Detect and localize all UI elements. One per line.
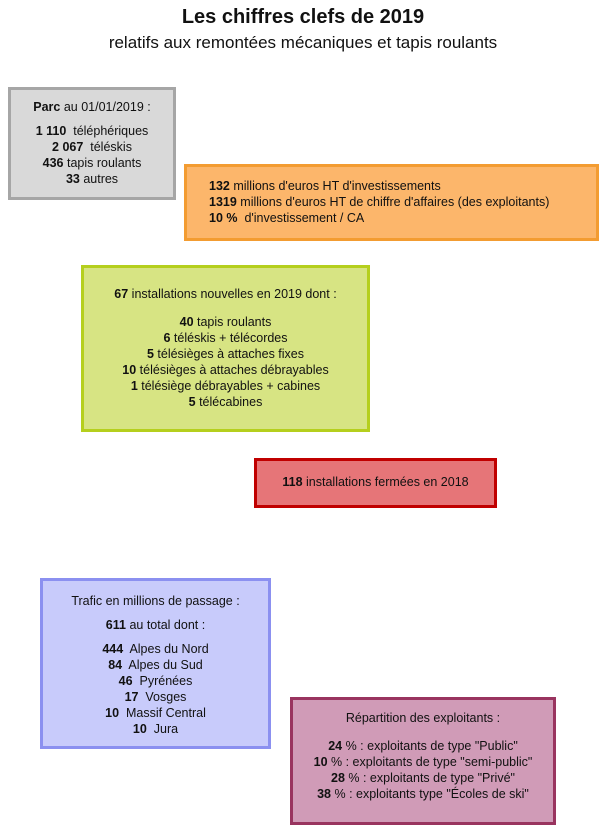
- traffic-heading: Trafic en millions de passage :: [71, 594, 240, 608]
- parc-box: [8, 87, 176, 200]
- traffic-item: 17 Vosges: [124, 690, 187, 704]
- finance-box: [184, 164, 599, 241]
- traffic-box: [40, 578, 271, 749]
- traffic-item: 10 Jura: [132, 722, 179, 736]
- closed-installations-text: 118 installations fermées en 2018: [282, 475, 469, 489]
- parc-item: 2 067 téléskis: [52, 140, 132, 154]
- parc-item: 1 110 téléphériques: [35, 124, 149, 138]
- parc-item: 33 autres: [65, 172, 119, 186]
- traffic-item: 10 Massif Central: [105, 706, 206, 720]
- new-installation-item: 10 télésièges à attaches débrayables: [122, 363, 329, 377]
- new-installation-item: 6 téléskis + télécordes: [163, 331, 288, 345]
- new-installation-item: 1 télésiège débrayables + cabines: [130, 379, 321, 393]
- exploitant-item: 28 % : exploitants de type "Privé": [331, 771, 515, 785]
- traffic-total: 611 au total dont :: [105, 618, 206, 632]
- traffic-item: 444 Alpes du Nord: [102, 642, 209, 656]
- exploitant-item: 38 % : exploitants type "Écoles de ski": [317, 787, 529, 801]
- new-installations-heading: 67 installations nouvelles en 2019 dont :: [114, 287, 337, 301]
- page-title: Les chiffres clefs de 2019: [181, 6, 425, 28]
- traffic-item: 46 Pyrénées: [118, 674, 193, 688]
- finance-item: 1319 millions d'euros HT de chiffre d'affaires (des exploitants): [209, 195, 550, 209]
- parc-heading: Parc au 01/01/2019 :: [33, 100, 151, 114]
- finance-item: 132 millions d'euros HT d'investissements: [209, 179, 441, 193]
- parc-item: 436 tapis roulants: [42, 156, 142, 170]
- finance-item: 10 % d'investissement / CA: [209, 211, 365, 225]
- closed-installations-box: [254, 458, 497, 508]
- new-installation-item: 5 télécabines: [188, 395, 263, 409]
- new-installation-item: 40 tapis roulants: [179, 315, 272, 329]
- page-subtitle: relatifs aux remontées mécaniques et tapis roulants: [108, 33, 498, 52]
- exploitant-item: 10 % : exploitants de type "semi-public": [313, 755, 533, 769]
- new-installations-box: [81, 265, 370, 432]
- exploitants-box: [290, 697, 556, 825]
- exploitant-item: 24 % : exploitants de type "Public": [328, 739, 518, 753]
- traffic-item: 84 Alpes du Sud: [108, 658, 203, 672]
- exploitants-heading: Répartition des exploitants :: [345, 711, 501, 725]
- new-installation-item: 5 télésièges à attaches fixes: [146, 347, 305, 361]
